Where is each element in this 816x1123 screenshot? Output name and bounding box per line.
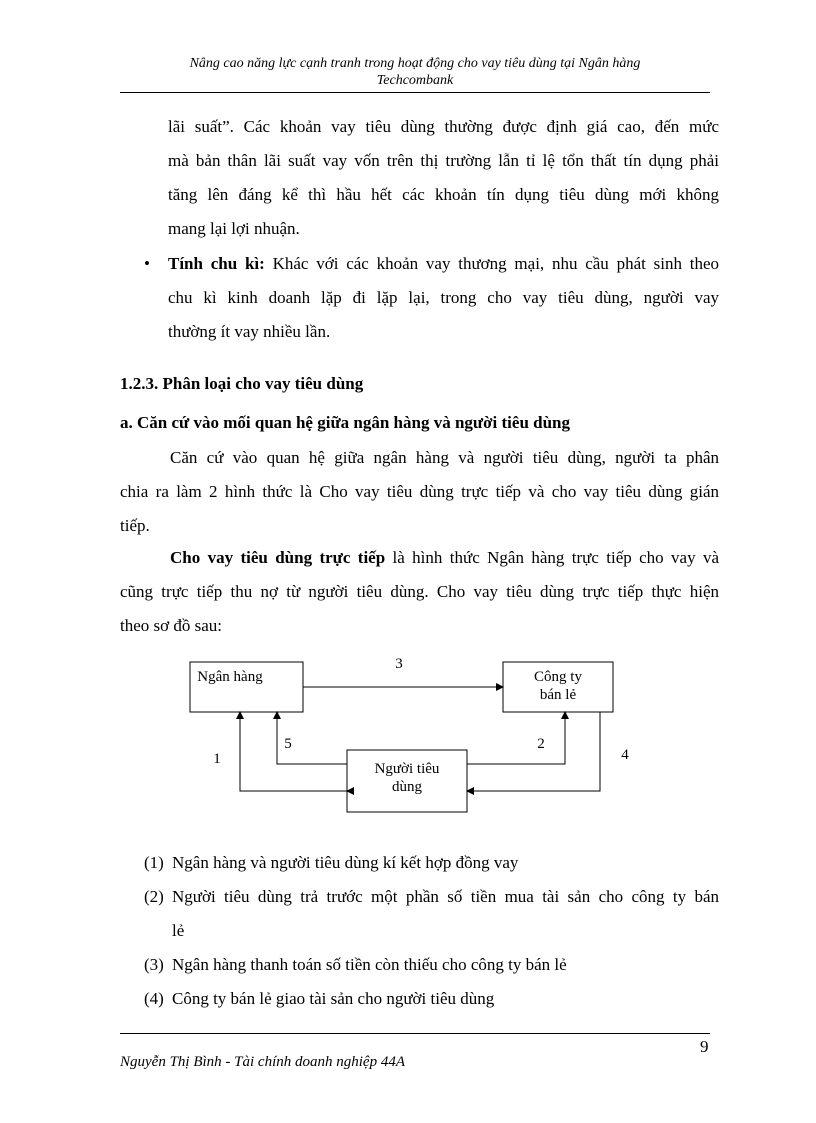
arrow-label-5: 5 <box>284 736 292 752</box>
bullet-icon: • <box>144 254 150 273</box>
list-item <box>144 846 719 880</box>
arrow-label-3: 3 <box>395 656 403 672</box>
paragraph-line: Căn cứ vào quan hệ giữa ngân hàng và người tiêu dùng, người ta phân <box>170 448 719 467</box>
footer-author: Nguyễn Thị Bình - Tài chính doanh nghiệp 44A <box>120 1054 405 1070</box>
list-item-text: Công ty bán lẻ giao tài sản cho người tiêu dùng <box>172 989 495 1008</box>
header-title-line-1: Nâng cao năng lực cạnh tranh trong hoạt động cho vay tiêu dùng tại Ngân hàng <box>189 56 641 71</box>
bullet-term: Tính chu kì: <box>168 254 265 273</box>
header-title-line-2: Techcombank <box>376 73 454 88</box>
bullet-line-3: thường ít vay nhiều lần. <box>168 322 331 341</box>
list-item-number: (3) <box>144 955 164 974</box>
arrow-label-1: 1 <box>213 751 221 767</box>
list-item-number: (4) <box>144 989 164 1008</box>
bullet-line-2: chu kì kinh doanh lặp đi lặp lại, trong cho vay tiêu dùng, người vay <box>168 288 719 307</box>
header-divider <box>120 92 710 93</box>
list-item <box>144 948 719 982</box>
arrow-label-4: 4 <box>621 747 629 763</box>
list-item-text: Ngân hàng thanh toán số tiền còn thiếu cho công ty bán lẻ <box>172 955 567 974</box>
paragraph-line: theo sơ đồ sau: <box>120 616 223 635</box>
intro-line: mang lại lợi nhuận. <box>168 219 300 238</box>
retailer-label-line-1: Công ty <box>534 669 582 685</box>
paragraph-line: chia ra làm 2 hình thức là Cho vay tiêu dùng trực tiếp và cho vay tiêu dùng gián <box>120 482 719 501</box>
bullet-line-1 <box>168 247 719 281</box>
intro-line: lãi suất”. Các khoản vay tiêu dùng thường được định giá cao, đến mức <box>168 117 719 136</box>
retailer-label-line-2: bán lẻ <box>539 687 577 703</box>
consumer-label-line-2: dùng <box>392 779 422 795</box>
arrow-label-2: 2 <box>537 736 545 752</box>
intro-line: tăng lên đáng kể thì hầu hết các khoản tín dụng tiêu dùng mới không <box>168 185 719 204</box>
list-item-text: Ngân hàng và người tiêu dùng kí kết hợp đồng vay <box>172 853 519 872</box>
section-heading: 1.2.3. Phân loại cho vay tiêu dùng <box>120 374 364 393</box>
intro-line: mà bản thân lãi suất vay vốn trên thị trường lẫn tỉ lệ tổn thất tín dụng phải <box>168 151 719 170</box>
page-header <box>120 55 710 89</box>
direct-lending-term: Cho vay tiêu dùng trực tiếp <box>170 548 386 567</box>
list-item <box>144 880 719 948</box>
list-item-text: Người tiêu dùng trả trước một phần số tiền mua tài sản cho công ty bán <box>172 887 719 906</box>
paragraph-classification <box>120 441 719 543</box>
retailer-label <box>508 668 608 704</box>
list-item-text-continued: lẻ <box>172 921 185 940</box>
paragraph-direct-lending <box>120 541 719 643</box>
paragraph-line: tiếp. <box>120 516 150 535</box>
arrow-2-consumer-to-retailer <box>467 712 565 764</box>
arrow-4-retailer-to-consumer <box>467 712 600 791</box>
paragraph-line: cũng trực tiếp thu nợ từ người tiêu dùng. Cho vay tiêu dùng trực tiếp thực hiện <box>120 582 719 601</box>
paragraph-line-rest: là hình thức Ngân hàng trực tiếp cho vay và <box>385 548 719 567</box>
steps-list <box>144 846 719 1016</box>
direct-lending-diagram <box>185 650 635 825</box>
list-item <box>144 982 719 1016</box>
intro-paragraph <box>168 110 719 246</box>
list-item-number: (1) <box>144 853 164 872</box>
page-number: 9 <box>700 1037 709 1056</box>
bullet-text <box>168 247 719 349</box>
subsection-heading: a. Căn cứ vào mối quan hệ giữa ngân hàng và người tiêu dùng <box>120 413 571 432</box>
bank-label: Ngân hàng <box>197 669 263 685</box>
consumer-label-line-1: Người tiêu <box>374 761 440 777</box>
paragraph-line <box>120 541 719 575</box>
footer-divider <box>120 1033 710 1034</box>
list-item-number: (2) <box>144 887 164 906</box>
consumer-label <box>347 760 467 796</box>
bullet-line-1-rest: Khác với các khoản vay thương mại, nhu cầu phát sinh theo <box>264 254 719 273</box>
